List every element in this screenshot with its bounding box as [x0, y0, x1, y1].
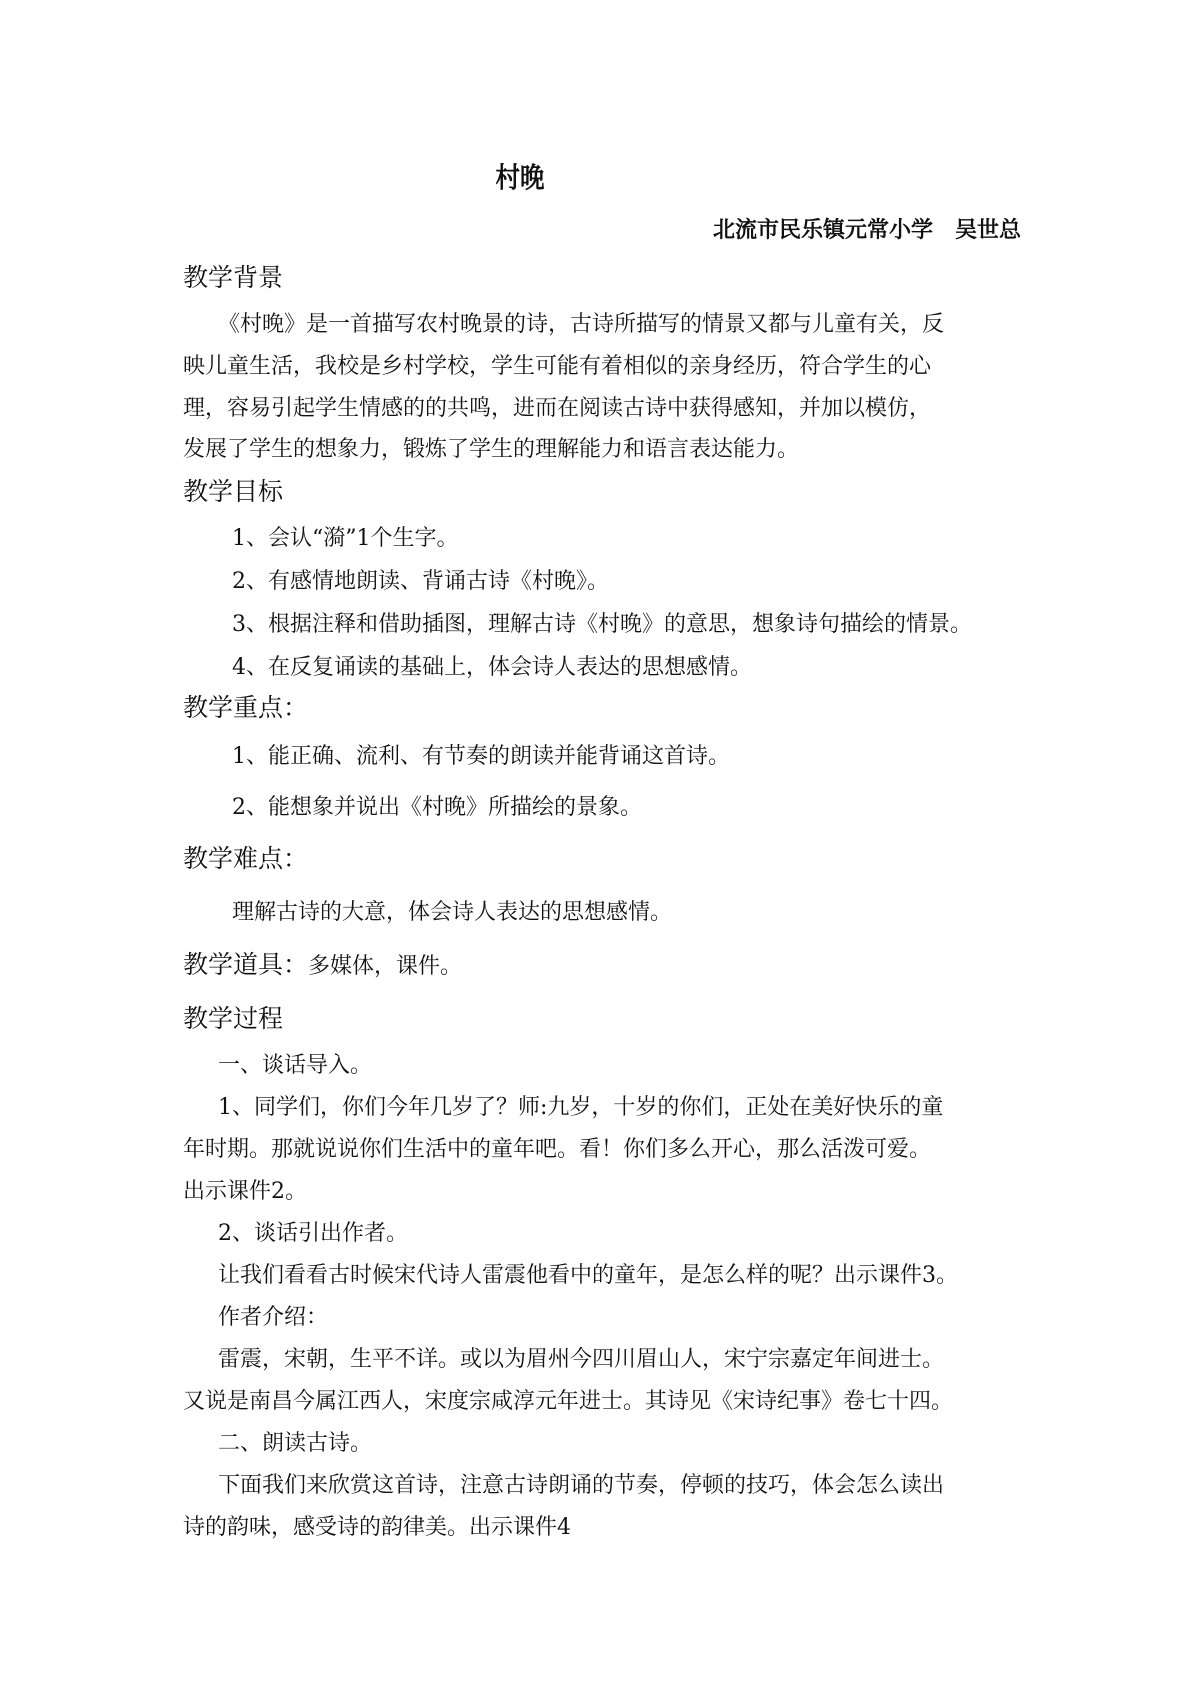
process-line: 下面我们来欣赏这首诗，注意古诗朗诵的节奏，停顿的技巧，体会怎么读出 [218, 1473, 945, 1498]
objective-item: 1、会认“漪”1个生字。 [232, 526, 459, 551]
process-line: 年时期。那就说说你们生活中的童年吧。看！你们多么开心，那么活泼可爱。 [183, 1137, 932, 1162]
difficulty-text: 理解古诗的大意，体会诗人表达的思想感情。 [232, 900, 673, 925]
objective-item: 3、根据注释和借助插图，理解古诗《村晚》的意思，想象诗句描绘的情景。 [232, 612, 972, 637]
paragraph-line: 《村晚》是一首描写农村晚景的诗，古诗所描写的情景又都与儿童有关，反 [218, 312, 945, 337]
section-heading-difficulties: 教学难点： [183, 844, 309, 873]
key-point-item: 2、能想象并说出《村晚》所描绘的景象。 [232, 795, 642, 820]
section-heading-background: 教学背景 [183, 263, 284, 292]
paragraph-line: 发展了学生的想象力，锻炼了学生的理解能力和语言表达能力。 [183, 437, 800, 462]
process-line: 2、谈话引出作者。 [218, 1221, 408, 1246]
process-line: 出示课件2。 [183, 1179, 307, 1204]
section-heading-tools: 教学道具： [183, 950, 309, 979]
document-title: 村晚 [495, 161, 545, 194]
section-heading-key-points: 教学重点： [183, 693, 309, 722]
process-line: 二、朗读古诗。 [218, 1431, 373, 1456]
objective-item: 2、有感情地朗读、背诵古诗《村晚》。 [232, 569, 609, 594]
process-line: 又说是南昌今属江西人，宋度宗咸淳元年进士。其诗见《宋诗纪事》卷七十四。 [183, 1389, 954, 1414]
tools-line [183, 950, 462, 982]
process-line: 诗的韵味，感受诗的韵律美。出示课件4 [183, 1515, 571, 1540]
process-line: 让我们看看古时候宋代诗人雷震他看中的童年，是怎么样的呢？出示课件3。 [218, 1263, 958, 1288]
section-heading-process: 教学过程 [183, 1004, 284, 1033]
paragraph-line: 映儿童生活，我校是乡村学校，学生可能有着相似的亲身经历，符合学生的心 [183, 354, 932, 379]
section-heading-objectives: 教学目标 [183, 477, 284, 506]
paragraph-line: 理，容易引起学生情感的的共鸣，进而在阅读古诗中获得感知，并加以模仿， [183, 396, 932, 421]
process-line: 作者介绍： [218, 1305, 329, 1330]
tools-text: 多媒体，课件。 [308, 954, 463, 979]
process-line: 一、谈话导入。 [218, 1053, 373, 1078]
objective-item: 4、在反复诵读的基础上，体会诗人表达的思想感情。 [232, 655, 752, 680]
key-point-item: 1、能正确、流利、有节奏的朗读并能背诵这首诗。 [232, 744, 730, 769]
process-line: 雷震，宋朝，生平不详。或以为眉州今四川眉山人，宋宁宗嘉定年间进士。 [218, 1347, 945, 1372]
author-line: 北流市民乐镇元常小学 吴世总 [712, 218, 1021, 243]
process-line: 1、同学们，你们今年几岁了？师:九岁，十岁的你们，正处在美好快乐的童 [218, 1095, 944, 1120]
